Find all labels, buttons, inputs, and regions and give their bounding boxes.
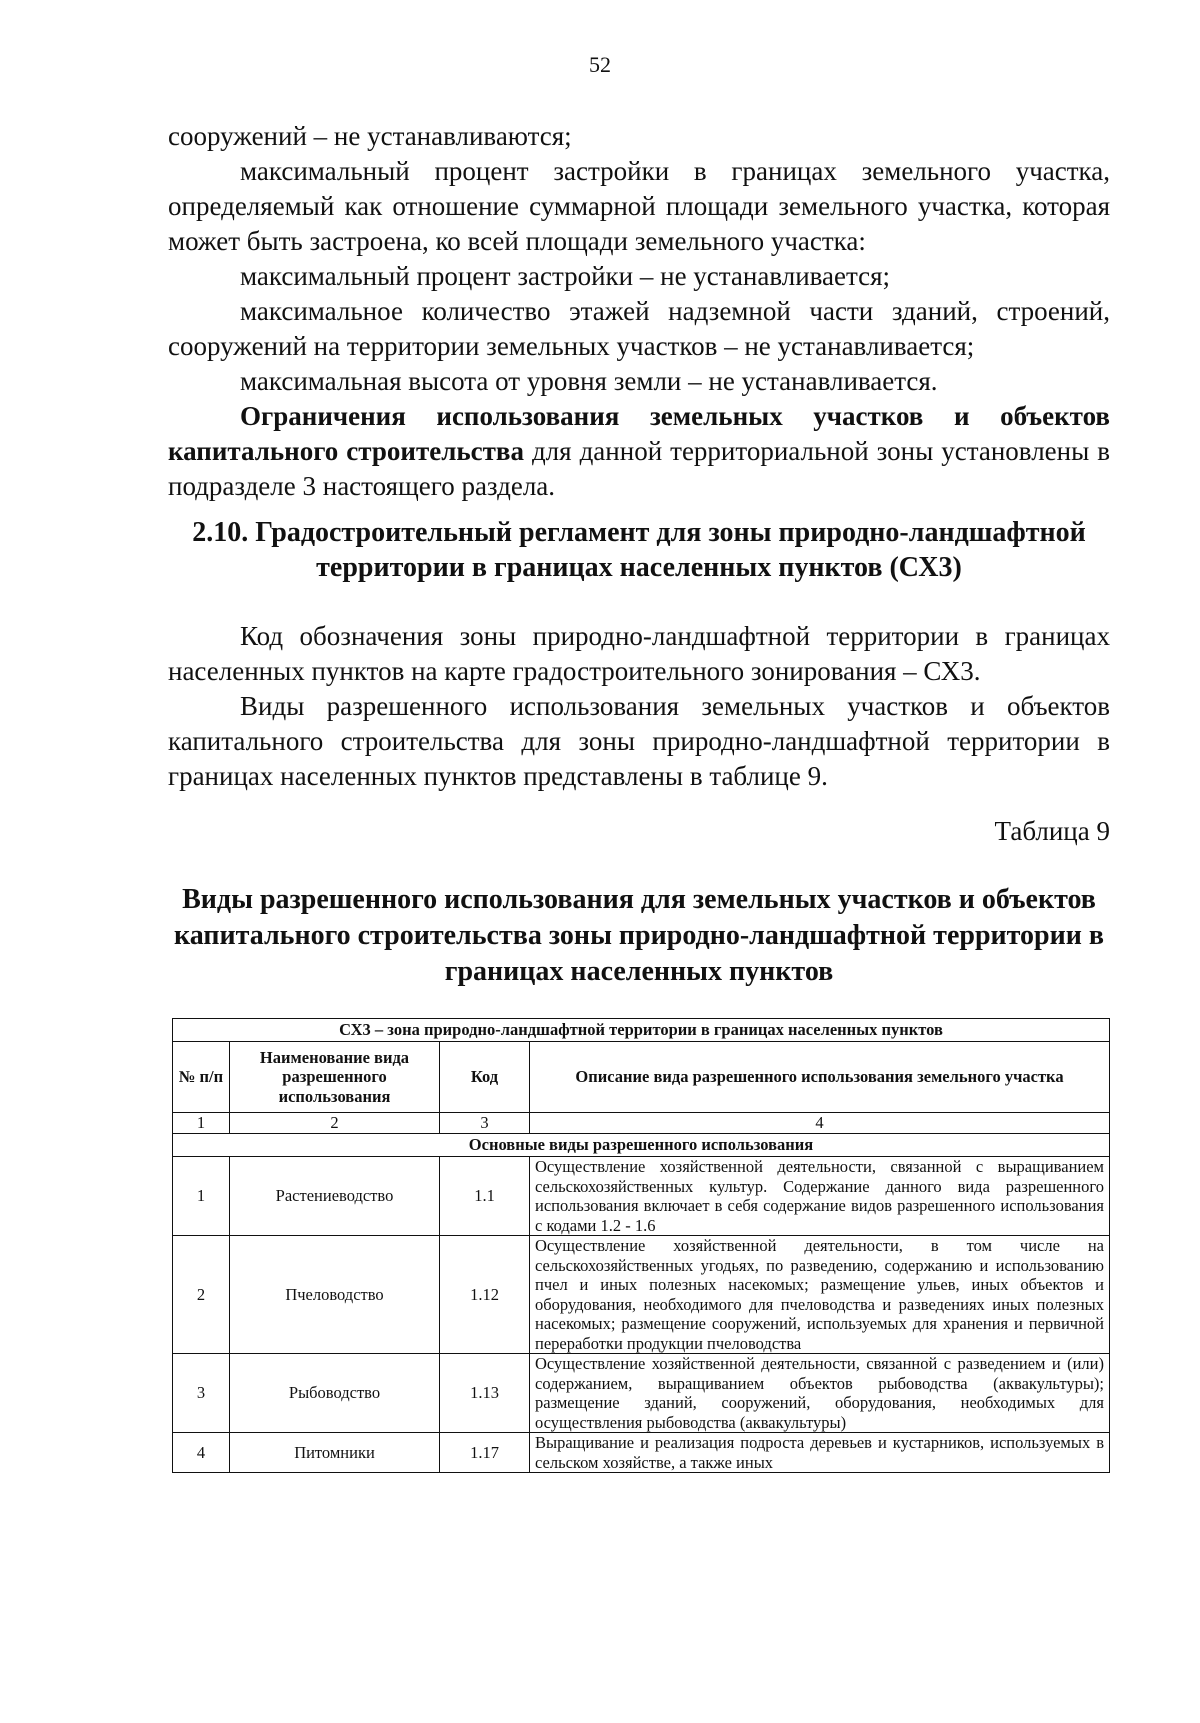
zone-block	[168, 619, 1110, 794]
row-name: Питомники	[230, 1433, 440, 1473]
row-name: Пчеловодство	[230, 1236, 440, 1354]
intro-paragraph: максимальное количество этажей надземной части зданий, строений, сооружений на территории земельных участков – не устанавливается;	[168, 296, 1110, 361]
header-row	[173, 1042, 1110, 1113]
permitted-uses-table	[172, 1018, 1110, 1473]
row-code: 1.13	[440, 1354, 530, 1433]
header-code: Код	[440, 1042, 530, 1113]
row-num: 1	[173, 1157, 230, 1236]
header-num: № п/п	[173, 1042, 230, 1113]
restrictions-bold-text: Ограничения использования земельных участков и объектов капитального строительства	[168, 401, 1110, 466]
row-description: Выращивание и реализация подроста деревьев и кустарников, используемых в сельском хозяйстве, а также иных	[530, 1433, 1110, 1473]
row-description: Осуществление хозяйственной деятельности, связанной с разведением и (или) содержанием, выращиванием объектов рыбоводства (аквакультуры); размещение зданий, сооружений, оборудования, необходимых для осуществления рыбоводства (аквакультуры)	[530, 1354, 1110, 1433]
row-description: Осуществление хозяйственной деятельности, в том числе на сельскохозяйственных угодьях, по разведению, содержанию и использованию пчел и иных полезных насекомых; размещение ульев, иных объектов и оборудования, необходимого для пчеловодства и разведениях иных полезных насекомых; размещение сооружений, используемых для хранения и первичной переработки продукции пчеловодства	[530, 1236, 1110, 1354]
row-code: 1.12	[440, 1236, 530, 1354]
zone-uses-paragraph: Виды разрешенного использования земельных участков и объектов капитального строительства для зоны природно-ландшафтной территории в границах населенных пунктов представлены в таблице 9.	[168, 691, 1110, 791]
table-row	[173, 1157, 1110, 1236]
row-name: Растениеводство	[230, 1157, 440, 1236]
row-num: 2	[173, 1236, 230, 1354]
row-description: Осуществление хозяйственной деятельности, связанной с выращиванием сельскохозяйственных культур. Содержание данного вида разрешенного использования включает в себя содержание видов разрешенного использования с кодами 1.2 - 1.6	[530, 1157, 1110, 1236]
subheading-cell: Основные виды разрешенного использования	[173, 1134, 1110, 1157]
restrictions-rest-text: для данной территориальной зоны установлены в подразделе 3 настоящего раздела.	[168, 436, 1110, 501]
row-code: 1.17	[440, 1433, 530, 1473]
restrictions-paragraph	[168, 399, 1110, 504]
row-num: 3	[173, 1354, 230, 1433]
row-code: 1.1	[440, 1157, 530, 1236]
table-row	[173, 1433, 1110, 1473]
column-number-row	[173, 1113, 1110, 1134]
table-label: Таблица 9	[994, 816, 1110, 846]
zone-title-row	[173, 1019, 1110, 1042]
table-title: Виды разрешенного использования для земельных участков и объектов капитального строительства зоны природно-ландшафтной территории в границах населенных пунктов	[174, 884, 1104, 987]
subheading-row	[173, 1134, 1110, 1157]
column-number: 2	[230, 1113, 440, 1134]
row-num: 4	[173, 1433, 230, 1473]
section-heading: 2.10. Градостроительный регламент для зоны природно-ландшафтной территории в границах населенных пунктов (СХ3)	[192, 517, 1086, 583]
column-number: 3	[440, 1113, 530, 1134]
column-number: 4	[530, 1113, 1110, 1134]
intro-block	[168, 119, 1110, 504]
intro-paragraph: максимальная высота от уровня земли – не устанавливается.	[240, 366, 938, 396]
intro-paragraph: максимальный процент застройки – не устанавливается;	[240, 261, 891, 291]
intro-paragraph: сооружений – не устанавливаются;	[168, 121, 572, 151]
header-description: Описание вида разрешенного использования земельного участка	[530, 1042, 1110, 1113]
column-number: 1	[173, 1113, 230, 1134]
zone-title-cell: СХ3 – зона природно-ландшафтной территории в границах населенных пунктов	[173, 1019, 1110, 1042]
zone-code-paragraph: Код обозначения зоны природно-ландшафтной территории в границах населенных пунктов на карте градостроительного зонирования – СХ3.	[168, 621, 1110, 686]
table-row	[173, 1236, 1110, 1354]
intro-paragraph: максимальный процент застройки в границах земельного участка, определяемый как отношение суммарной площади земельного участка, которая может быть застроена, ко всей площади земельного участка:	[168, 156, 1110, 256]
table-row	[173, 1354, 1110, 1433]
page-number: 52	[589, 52, 611, 77]
row-name: Рыбоводство	[230, 1354, 440, 1433]
header-name: Наименование вида разрешенного использования	[230, 1042, 440, 1113]
